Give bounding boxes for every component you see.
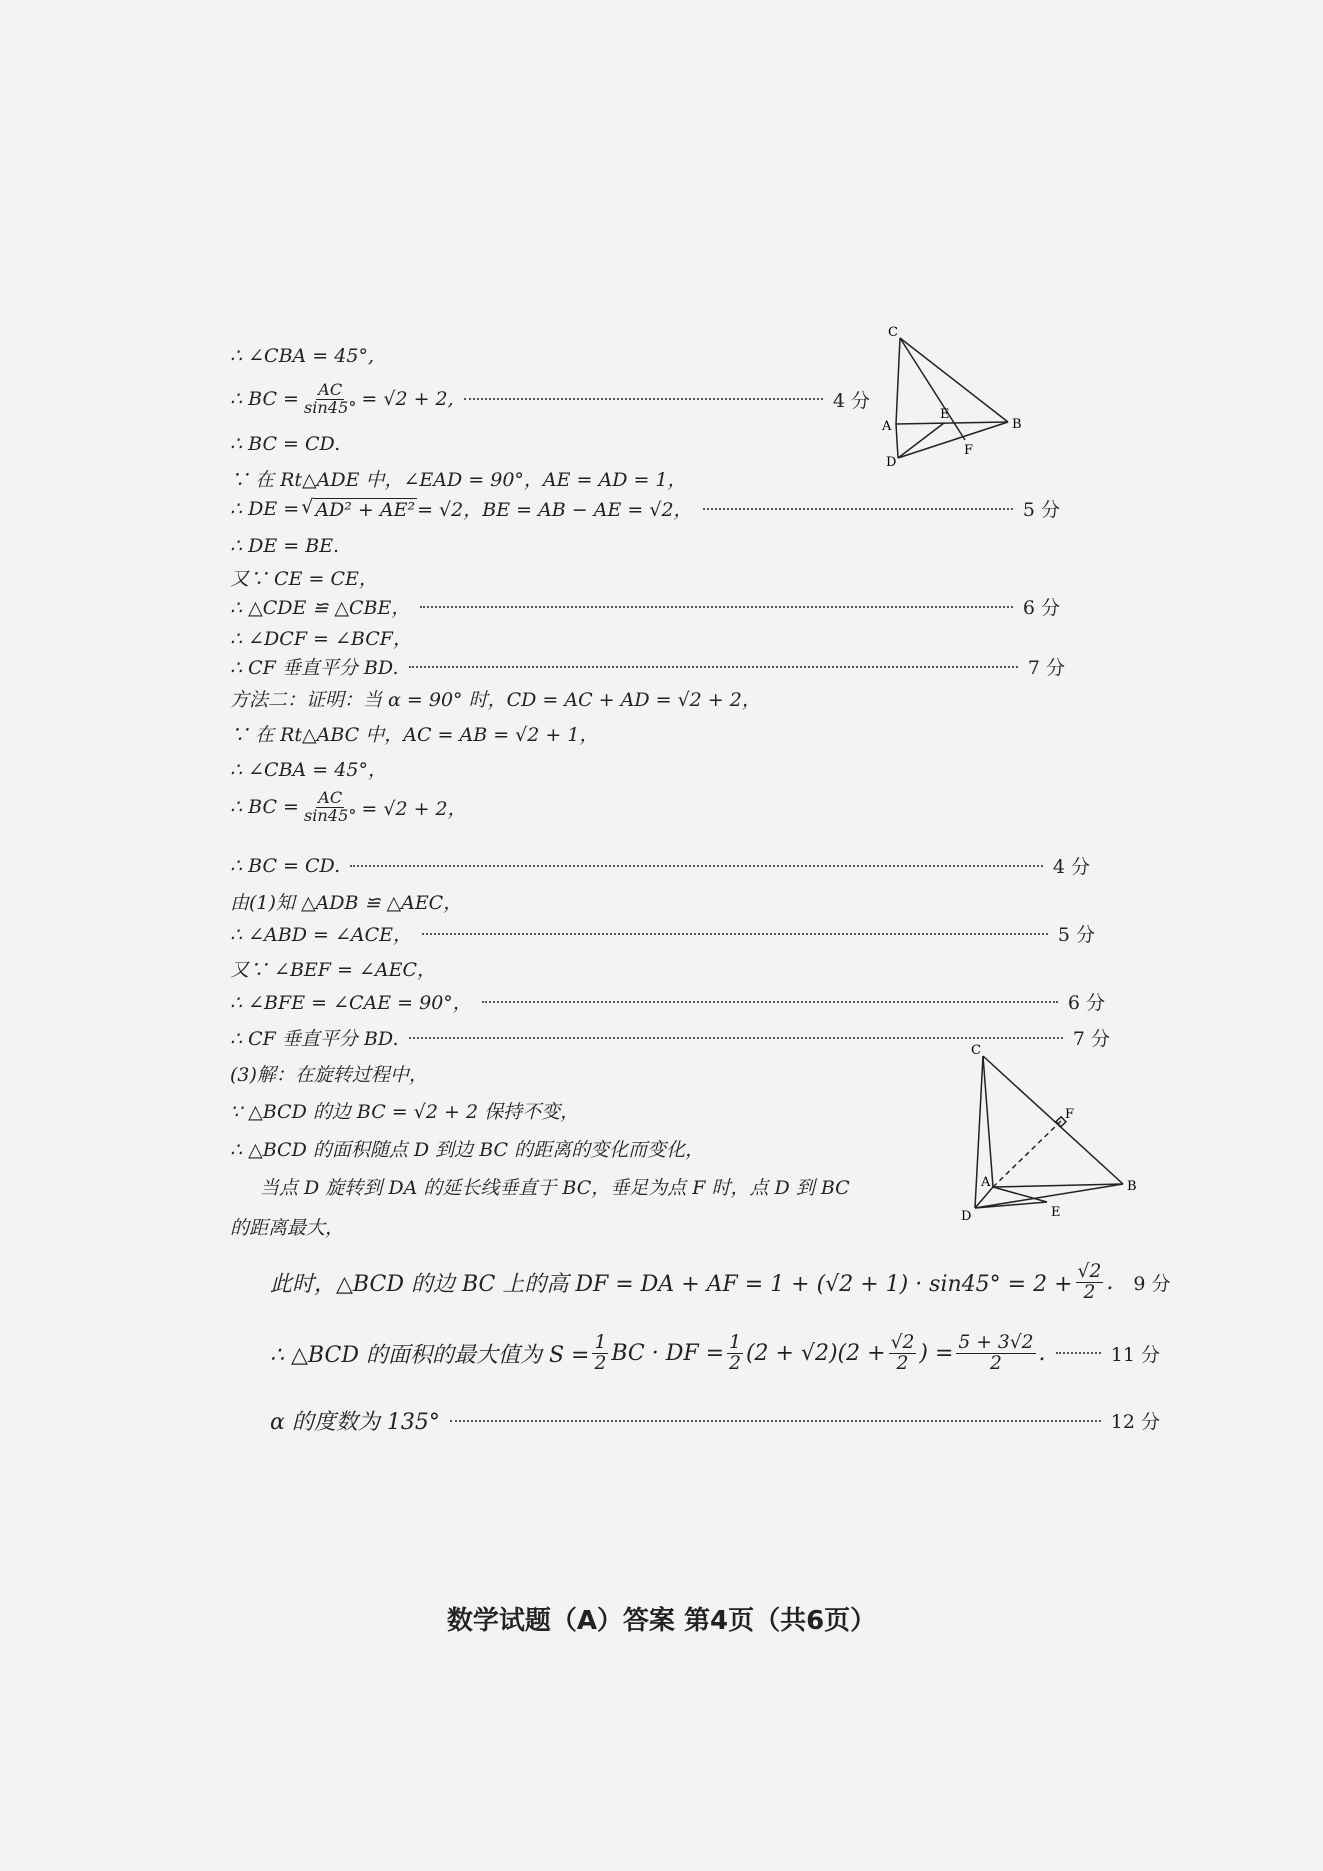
proof-line: ∴ ∠ABD = ∠ACE， 5 分 xyxy=(230,920,1095,947)
dot-leader xyxy=(422,933,1048,935)
score: 6 分 xyxy=(1022,597,1060,619)
dot-leader xyxy=(1056,1352,1101,1354)
proof-line: ∴ BC = $\frac{AC}{\sin 45^\circ}$ = √2 + 2, 4 分 xyxy=(230,380,870,417)
fraction: $\frac{√2}{2}$ xyxy=(890,1332,915,1374)
dot-leader xyxy=(482,1001,1058,1003)
dot-leader xyxy=(703,508,1013,510)
proof-line: 由(1)知 △ADB ≌ △AEC， xyxy=(230,892,463,914)
proof-line: 方法二：证明：当 α = 90° 时，CD = AC + AD = √2 + 2， xyxy=(230,689,761,711)
figure-label: B xyxy=(1012,417,1022,432)
figure-label: F xyxy=(964,443,974,458)
geometry-figure-2 xyxy=(955,1040,1145,1240)
proof-line: ∴ DE = BE. xyxy=(230,535,340,557)
dot-leader xyxy=(409,666,1018,668)
proof-line: 当点 D 旋转到 DA 的延长线垂直于 BC，垂足为点 F 时，点 D 到 BC xyxy=(260,1177,850,1199)
score: 11 分 xyxy=(1110,1343,1160,1366)
proof-line: ∴ △CDE ≌ △CBE， 6 分 xyxy=(230,593,1060,620)
fraction: $\frac{5 + 3√2}{2}$ xyxy=(958,1332,1034,1374)
proof-line: ∴ △BCD 的面积的最大值为 S = $\frac{1}{2}$ BC · DF = $\frac{1}{2}$ (2 + √2)(2 + $\frac{√2}{2}$ ) = $\frac{5 + 3√2}{2}$ . 11 分 xyxy=(270,1332,1160,1374)
proof-line: 的距离最大， xyxy=(230,1217,345,1239)
proof-line: ∴ BC = CD. xyxy=(230,433,341,455)
dot-leader xyxy=(464,398,823,400)
figure-label: D xyxy=(886,455,897,470)
dot-leader xyxy=(450,1420,1101,1422)
proof-line: ∴ BC = CD. 4 分 xyxy=(230,852,1090,879)
proof-line: ∴ CF 垂直平分 BD. 7 分 xyxy=(230,1024,1110,1051)
figure-label: A xyxy=(882,419,892,434)
figure-label: C xyxy=(888,325,898,340)
proof-line: (3)解：在旋转过程中， xyxy=(230,1064,428,1086)
proof-line: ∴ BC = $\frac{AC}{\sin 45^\circ}$ = √2 + 2， xyxy=(230,788,467,825)
fraction: $\frac{√2}{2}$ xyxy=(1077,1261,1102,1303)
score: 4 分 xyxy=(1052,856,1090,878)
square-root: √ AD² + AE² xyxy=(301,496,416,521)
proof-line: 又∵ ∠BEF = ∠AEC， xyxy=(230,959,437,981)
proof-line: 此时，△BCD 的边 BC 上的高 DF = DA + AF = 1 + (√2 + 1) · sin45° = 2 + $\frac{√2}{2}$ . 9 分 xyxy=(270,1261,1171,1303)
proof-line: ∴ ∠CBA = 45°, xyxy=(230,345,374,367)
fraction: $\frac{1}{2}$ xyxy=(729,1332,741,1374)
proof-line: ∵ 在 Rt△ABC 中，AC = AB = √2 + 1， xyxy=(230,724,599,746)
proof-line: 又∵ CE = CE， xyxy=(230,568,378,590)
proof-line: ∴ ∠BFE = ∠CAE = 90°， 6 分 xyxy=(230,988,1105,1015)
proof-line: ∴ △BCD 的面积随点 D 到边 BC 的距离的变化而变化， xyxy=(230,1139,705,1161)
proof-line: α 的度数为 135° 12 分 xyxy=(270,1405,1160,1436)
dot-leader xyxy=(350,865,1043,867)
fraction: $\frac{AC}{\sin 45^\circ}$ xyxy=(303,788,357,825)
score: 12 分 xyxy=(1110,1411,1160,1433)
dot-leader xyxy=(409,1037,1063,1039)
score: 9 分 xyxy=(1133,1272,1171,1295)
proof-line: ∴ DE = √ AD² + AE² = √2，BE = AB − AE = √2， 5 分 xyxy=(230,496,1060,521)
figure-label: E xyxy=(1051,1205,1061,1220)
figure-label: E xyxy=(940,407,950,422)
score: 4 分 xyxy=(832,389,870,412)
figure-label: F xyxy=(1065,1107,1075,1122)
score: 5 分 xyxy=(1057,924,1095,946)
page-footer: 数学试题（A）答案 第4页（共6页） xyxy=(446,1606,877,1636)
proof-line: ∴ ∠CBA = 45°， xyxy=(230,759,387,781)
proof-line: ∴ CF 垂直平分 BD. 7 分 xyxy=(230,653,1065,680)
figure-label: C xyxy=(971,1043,981,1058)
figure-label: D xyxy=(961,1209,972,1224)
proof-line: ∴ ∠DCF = ∠BCF， xyxy=(230,628,412,650)
geometry-figure-1 xyxy=(880,320,1030,470)
score: 6 分 xyxy=(1067,992,1105,1014)
score: 7 分 xyxy=(1027,657,1065,679)
score: 5 分 xyxy=(1022,499,1060,521)
score: 7 分 xyxy=(1072,1028,1110,1050)
proof-line: ∵ 在 Rt△ADE 中，∠EAD = 90°，AE = AD = 1， xyxy=(230,469,687,491)
fraction: $\frac{AC}{\sin 45^\circ}$ xyxy=(303,380,357,417)
figure-label: A xyxy=(981,1175,991,1190)
dot-leader xyxy=(420,606,1012,608)
figure-label: B xyxy=(1127,1179,1137,1194)
proof-line: ∵ △BCD 的边 BC = √2 + 2 保持不变， xyxy=(230,1101,580,1123)
fraction: $\frac{1}{2}$ xyxy=(594,1332,607,1374)
